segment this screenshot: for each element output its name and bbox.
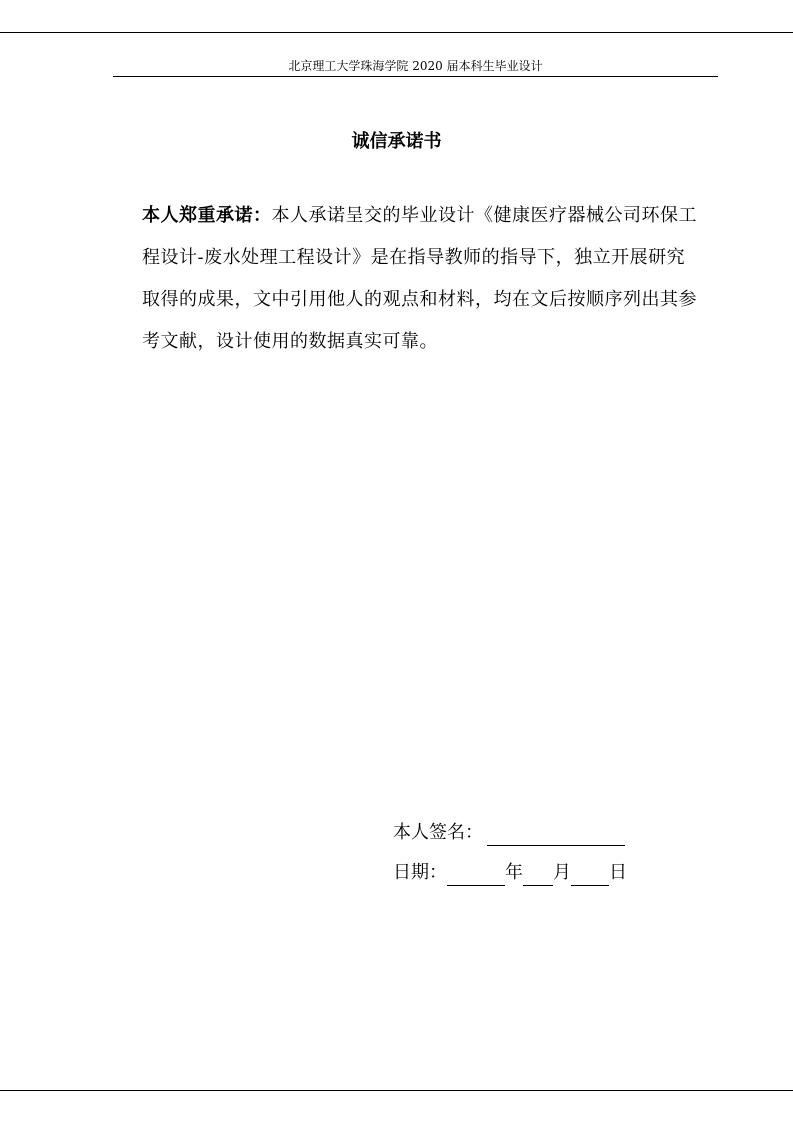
statement-paragraph: [142, 195, 698, 363]
signature-block: [393, 820, 693, 900]
header-rule: [113, 76, 718, 77]
statement-body: 本人承诺呈交的毕业设计《健康医疗器械公司环保工程设计-废水处理工程设计》是在指导教师的指导下，独立开展研究取得的成果，文中引用他人的观点和材料，均在文后按顺序列出其参考文献，设计使用的数据真实可靠。: [142, 205, 697, 352]
date-day-blank[interactable]: [571, 865, 609, 886]
document-title: 诚信承诺书: [351, 131, 442, 152]
day-label: 日: [609, 862, 627, 883]
signature-name-blank[interactable]: [487, 825, 625, 846]
year-label: 年: [505, 862, 523, 883]
page-top-border: [0, 32, 793, 33]
date-month-blank[interactable]: [523, 865, 553, 886]
signature-date-row: [393, 860, 693, 886]
signature-name-label: 本人签名：: [393, 822, 483, 843]
date-label: 日期：: [393, 862, 447, 883]
signature-name-row: [393, 820, 693, 846]
page-bottom-border: [0, 1090, 793, 1091]
running-header: 北京理工大学珠海学院 2020 届本科生毕业设计: [288, 59, 543, 73]
date-year-blank[interactable]: [447, 865, 505, 886]
month-label: 月: [553, 862, 571, 883]
statement-lead: 本人郑重承诺：: [142, 205, 272, 226]
